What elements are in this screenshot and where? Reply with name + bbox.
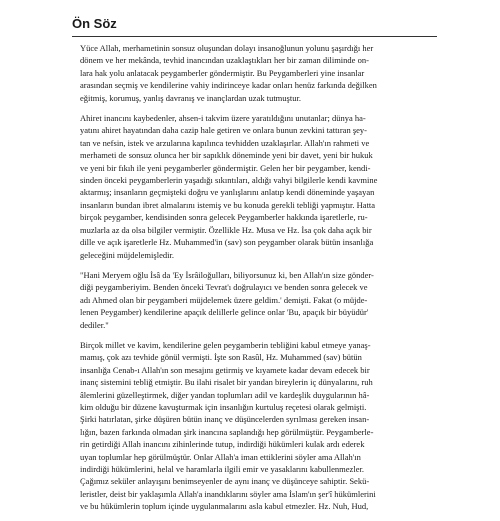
text-line: rin getirdiği Allah inancını zihinlerinde tutup, indirdiği hükümleri kulak ardı ederek [80, 439, 365, 450]
text-line: dediler." [80, 319, 109, 330]
text-line: leristler, deist bir yaklaşımla Allah'a inandıklarını söyler ama İslam'ın şer'î hükümlerini [80, 488, 376, 499]
paragraph-4 [80, 339, 430, 513]
text-line: Çağımız seküler anlayışını benimseyenler de aynı inanç ve düşünceye sahiptir. Sekü- [80, 476, 370, 487]
text-line: indirdiği hükümlerini, helal ve haramlarla ilgili emir ve yasaklarını kabullenmezler. [80, 464, 364, 474]
text-line: dille ve açık işaretlerle Hz. Muhammed'in (sav) son peygamber olarak bütün insanlığa [80, 237, 374, 248]
text-line: diği peygamberiyim. Benden önceki Tevrat'ı doğrulayıcı ve benden sonra gelecek ve [80, 282, 368, 293]
text-line: lenen Peygamber) kendilerine apaçık delillerle gelince onlar 'Bu, apaçık bir büyüdür' [80, 307, 369, 318]
text-line: aktarmış; insanların geçmişteki doğru ve yanlışlarını anlatıp kendi döneminde yaşayan [80, 187, 375, 198]
paragraph-1 [80, 42, 430, 104]
text-line: âlemlerini güzelleştirmek, diğer yandan toplumları adil ve kardeşlik duygularının hâ- [80, 389, 370, 400]
text-line: insanların bundan ibret almalarını istemiş ve bu konuda gerekli tebliği yapmıştır. Hatta [80, 199, 376, 210]
section-title: Ön Söz [72, 16, 117, 31]
text-line: ve yeni bir fıkıh ile yeni peygamberler göndermiştir. Gelen her bir peygamber, kendi- [80, 162, 371, 173]
text-line: tan ve nefsin, istek ve arzularına kapılınca tevhidden uzaklaşırlar. Allah'ın rahmeti ve [80, 137, 370, 148]
text-line: insanlığa Cenab-ı Allah'ın son mesajını getirmiş ve kıyamete kadar devam edecek bir [80, 364, 370, 375]
text-line: sinden önceki peygamberlerin yaşadığı sıkıntıları, aldığı vahyi bilgilerle kendi kavmine [80, 175, 378, 186]
text-line: Şirki hatırlatan, şirke düşüren bütün inanç ve düşüncelerden syrılması gereken insan- [80, 414, 370, 425]
text-line: geleceğini müjdelemişledir. [80, 249, 174, 260]
text-line: dönem ve her mekânda, tevhid inancından uzaklaştıkları her bir zaman diliminde on- [80, 55, 369, 66]
text-line: "Hani Meryem oğlu İsâ da 'Ey İsrâiloğulları, biliyorsunuz ki, ben Allah'ın size gönder- [80, 269, 374, 280]
title-divider [72, 36, 437, 37]
text-line: Yüce Allah, merhametinin sonsuz oluşundan dolayı insanoğlunun yolunu şaşırdığı her [80, 43, 374, 53]
text-line: uyan toplumlar hep görülmüştür. Onlar Allah'a iman ettiklerini söyler ama Allah'ın [80, 451, 361, 462]
body-text [80, 42, 430, 521]
text-line: Ahiret inancını kaybedenler, ahsen-i takvim üzere yaratıldığını unutanlar; dünya ha- [80, 113, 366, 124]
paragraph-2 [80, 112, 430, 261]
text-line: eğitmiş, korumuş, yanlış davranış ve inançlardan uzak tutmuştur. [80, 92, 301, 103]
text-line: mamış, çok azı tevhide gönül vermişti. İşte son Rasûl, Hz. Muhammed (sav) bütün [80, 352, 362, 363]
quote-paragraph [80, 269, 430, 331]
text-line: inanç sistemini tebliğ etmiştir. Bu ilahi risalet bir yandan bireylerin iç dünyalarını, ruh [80, 377, 373, 388]
text-line: adı Ahmed olan bir peygamberi müjdelemek üzere geldim.' demişti. Fakat (o müjde- [80, 294, 368, 305]
text-line: muzlarla az da olsa bilgiler vermiştir. Özellikle Hz. Musa ve Hz. İsa çok daha açık bir [80, 224, 372, 235]
text-line: ve bu hükümlerin toplum içinde uygulanmalarını asla kabul etmezler. Hz. Nuh, Hud, [80, 501, 369, 512]
text-line: Birçok millet ve kavim, kendilerine gelen peygamberin tebliğini kabul etmeye yanaş- [80, 339, 371, 350]
text-line: merhameti de sonsuz olunca her bir sapıklık döneminde yeni bir davet, yeni bir hukuk [80, 150, 373, 161]
text-line: arasından seçmiş ve kendilerine vahiy indirinceye kadar onları henüz farkında değilken [80, 80, 377, 91]
text-line: yatını ahiret hayatından daha cazip hale getiren ve onlara bunun zevkini tattıran şey- [80, 125, 367, 136]
text-line: birçok peygamber, kendisinden sonra gelecek Peygamberler hakkında işaretlerle, ru- [80, 212, 368, 223]
text-line: lara hak yolu anlatacak peygamberler göndermiştir. Bu Peygamberleri yine insanlar [80, 67, 365, 78]
text-line: kim olduğu bir düzene kavuşturmak için insanlığın kurtuluş reçetesi olarak gelmişti. [80, 401, 367, 412]
text-line: lığın, bazen farkında olmadan şirk inancına saplandığı hep görülmüştür. Peygamberle- [80, 426, 374, 437]
